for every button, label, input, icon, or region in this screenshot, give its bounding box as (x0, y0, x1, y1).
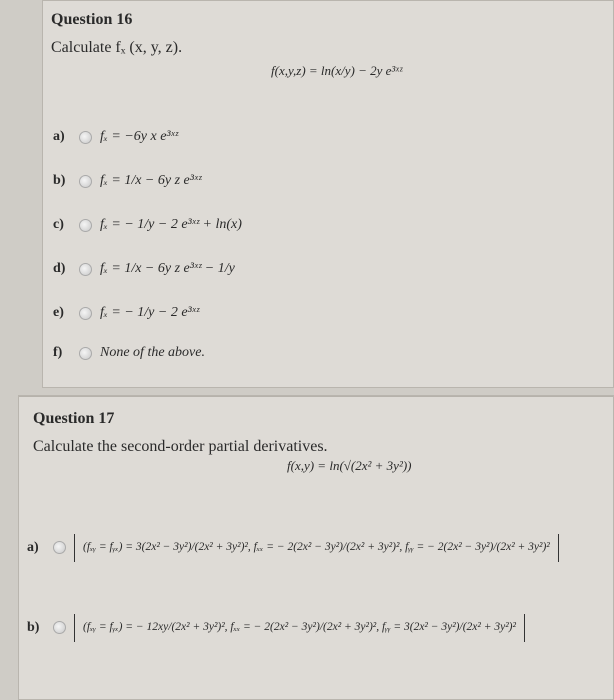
question-16-prompt: Calculate fₓ (x, y, z). (51, 39, 183, 56)
option-16c[interactable] (53, 217, 242, 233)
option-expression: fₓ = −6y x e³ˣᶻ (100, 129, 178, 144)
option-label: a) (27, 539, 39, 555)
question-16-function: f(x,y,z) = ln(x/y) − 2y e³ˣᶻ (271, 63, 403, 78)
option-label: f) (53, 345, 63, 360)
option-expression: fₓ = − 1/y − 2 e³ˣᶻ (100, 305, 200, 320)
radio-button[interactable] (53, 541, 66, 554)
option-expression: None of the above. (100, 345, 205, 360)
radio-button[interactable] (79, 175, 92, 188)
option-17b[interactable] (27, 614, 605, 642)
question-17-panel (18, 395, 614, 700)
panel-divider (19, 396, 613, 397)
option-expression: (fₓᵧ = fᵧₓ) = 3(2x² − 3y²)/(2x² + 3y²)², fₓₓ = − 2(2x² − 3y²)/(2x² + 3y²)², fᵧᵧ = − 2(2x² − 3y²)/(2x² + 3y²)² (74, 534, 559, 562)
question-17-function: f(x,y) = ln(√(2x² + 3y²)) (287, 458, 412, 473)
radio-button[interactable] (53, 621, 66, 634)
option-label: d) (53, 261, 66, 276)
option-expression: fₓ = 1/x − 6y z e³ˣᶻ (100, 173, 202, 188)
option-16f[interactable] (53, 345, 205, 361)
option-label: c) (53, 217, 64, 232)
option-expression: (fₓᵧ = fᵧₓ) = − 12xy/(2x² + 3y²)², fₓₓ = − 2(2x² − 3y²)/(2x² + 3y²)², fᵧᵧ = 3(2x² − 3y²)/(2x² + 3y²)² (74, 614, 525, 642)
option-16d[interactable] (53, 261, 235, 277)
question-16-panel (42, 0, 614, 388)
option-label: e) (53, 305, 64, 320)
question-16-title: Question 16 (51, 11, 133, 28)
radio-button[interactable] (79, 347, 92, 360)
option-expression: fₓ = 1/x − 6y z e³ˣᶻ − 1/y (100, 261, 235, 276)
option-17a[interactable] (27, 534, 605, 562)
option-expression: fₓ = − 1/y − 2 e³ˣᶻ + ln(x) (100, 217, 242, 232)
radio-button[interactable] (79, 219, 92, 232)
option-label: b) (53, 173, 66, 188)
option-16a[interactable] (53, 129, 178, 145)
option-label: b) (27, 619, 40, 635)
option-label: a) (53, 129, 65, 144)
question-17-title: Question 17 (33, 410, 115, 427)
option-16e[interactable] (53, 305, 199, 321)
radio-button[interactable] (79, 131, 92, 144)
option-16b[interactable] (53, 173, 201, 189)
radio-button[interactable] (79, 263, 92, 276)
question-17-prompt: Calculate the second-order partial derivatives. (33, 438, 328, 455)
radio-button[interactable] (79, 307, 92, 320)
